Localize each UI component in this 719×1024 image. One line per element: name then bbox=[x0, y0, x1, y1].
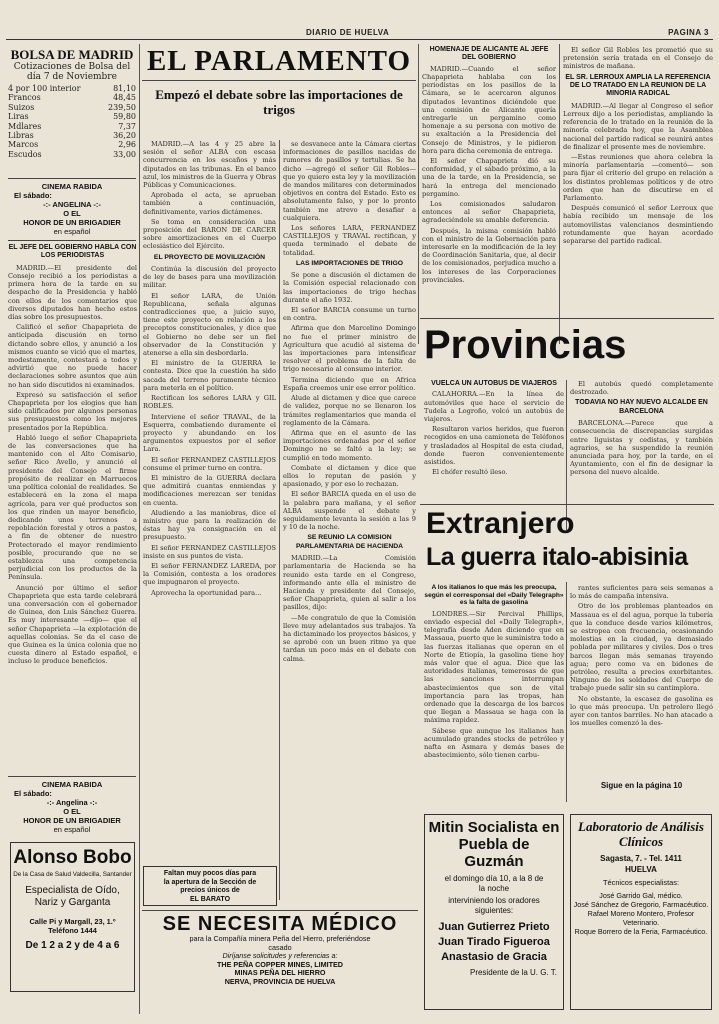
parlamento-col-1 bbox=[143, 140, 276, 800]
paragraph: Se toma en consideración una proposición del BARON DE CARCER sobre amortizaciones en el Cuerpo eclesiástico del Ejército. bbox=[143, 217, 276, 251]
paragraph: El ministro de la GUERRA le contesta. Dice que la cuestión ha sido sacada del terreno puramente técnico para meterla en el político. bbox=[143, 359, 276, 392]
cinema-ad-2 bbox=[8, 780, 136, 834]
paragraph: MADRID.—Al llegar al Congreso el señor Lerroux dijo a los periodistas, ampliando la referencia de lo tratado en la reunión de la minoría celebrada hoy, que la Asamblea nacional del partido radical se reunirá antes de finalizar el presente mes de noviembre. bbox=[563, 101, 713, 151]
divider bbox=[420, 318, 714, 319]
alicante-article bbox=[422, 46, 556, 335]
bolsa-value: 33,00 bbox=[113, 149, 136, 159]
article-headline: VUELCA UN AUTOBUS DE VIAJEROS bbox=[431, 380, 557, 387]
article-body bbox=[570, 419, 713, 476]
doctor-specialty: Especialista de Oído, bbox=[25, 884, 120, 896]
laboratorio-ad bbox=[570, 814, 712, 1010]
paragraph: Después, la misma comisión habló con el ministro de la Gobernación para interesarle en la modificación de la ley de Coordinación Sanitaria, que, al decir de los comisionados, perjudica mucho a los intereses de las Corporaciones provinciales. bbox=[422, 226, 556, 284]
column-rule bbox=[559, 44, 560, 344]
paragraph: rantes suficientes para seis semanas a lo más de campaña intensiva. bbox=[570, 584, 713, 601]
speaker: Juan Gutierrez Prieto bbox=[438, 921, 550, 933]
bolsa-row bbox=[8, 150, 136, 159]
paragraph: Afirma que don Marcelino Domingo no fue el primer ministro de Agricultura que acudió al sistema de las importaciones para intensificar resolver el problema de la falta de trigo necesario al consumo interior. bbox=[283, 324, 416, 374]
paper-name: DIARIO DE HUELVA bbox=[306, 28, 390, 37]
ad-line: la apertura de la Sección de bbox=[163, 878, 257, 886]
bolsa-section bbox=[8, 48, 136, 159]
paragraph: El señor FERNANDEZ CASTILLEJOS insiste en sus puntos de vista. bbox=[143, 543, 276, 560]
ad-title-2: Clínicos bbox=[618, 834, 664, 849]
bolsa-row bbox=[8, 93, 136, 102]
parlamento-section bbox=[142, 44, 416, 125]
paragraph: El señor Gil Robles les prometió que su pretensión sería tratada en el Consejo de ministros de mañana. bbox=[563, 46, 713, 71]
doctor-origin: De la Casa de Salud Valdecilla, Santander bbox=[13, 871, 132, 878]
ad-line: la noche bbox=[478, 884, 510, 893]
divider bbox=[142, 910, 418, 911]
article-body bbox=[143, 265, 276, 597]
bolsa-value: 7,37 bbox=[118, 121, 136, 131]
article-headline: TODAVIA NO HAY NUEVO ALCALDE EN BARCELONA bbox=[575, 399, 708, 415]
paragraph: MADRID.—A las 4 y 25 abre la sesión el señor ALBA con escasa concurrencia en los escaños y más diputados en las tribunas. En el banco azul, los ministros de la Guerra y Obras Públicas y Comunicaciones. bbox=[143, 140, 276, 190]
page-header bbox=[6, 26, 713, 40]
bolsa-value: 36,20 bbox=[113, 131, 136, 141]
paragraph: El señor BARCIA consume un turno en contra. bbox=[283, 306, 416, 323]
ad-line: casado bbox=[268, 942, 292, 952]
paragraph: MADRID.—Cuando el señor Chapaprieta hablaba con los periodistas en los pasillos de la Cámara, se le acercaron algunos diputados levantinos diciéndole que una comisión de Alicante quería entregarle un pergamino como homenaje a su persona con motivo de su exaltación a la Presidencia del Consejo de Ministros, y le pidieron hora para dicha ceremonia de entrega. bbox=[422, 64, 556, 155]
bolsa-row bbox=[8, 122, 136, 131]
cinema-day: El sábado: bbox=[14, 191, 52, 200]
paragraph: Expresó su satisfacción el señor Chapaprieta por los elogios que han sido calificados por algunos personas sus presupuestos como los mejores presentados por la República. bbox=[8, 390, 137, 432]
article-body bbox=[424, 610, 564, 786]
article-headline: EL JEFE DEL GOBIERNO HABLA CON LOS PERIODISTAS bbox=[8, 244, 137, 260]
paragraph: El ministro de la GUERRA declara que admitirá cuantas enmiendas y modificaciones merezcan ser tenidas en cuenta. bbox=[143, 473, 276, 507]
page-number: PAGINA 3 bbox=[668, 28, 709, 37]
lerroux-article bbox=[563, 46, 713, 298]
divider bbox=[8, 178, 136, 179]
paragraph: Calificó el señor Chapaprieta de anticipada discusión en torno dictando sobre ellos, y anunció a los mismos cuanto se vició que el martes, modestamente, contestará a todos y advirtió que no puede hacer declaraciones sobre asuntos que aún no han sido discutidos ni examinados. bbox=[8, 323, 137, 389]
cinema-film-2: HONOR DE UN BRIGADIER bbox=[23, 218, 121, 227]
bolsa-subtitle: Cotizaciones de Bolsa del bbox=[13, 62, 131, 72]
ad-line: precios únicos de bbox=[180, 887, 240, 894]
cinema-film: -:- ANGELINA -:- bbox=[43, 200, 101, 209]
section-title: Provincias bbox=[424, 323, 627, 367]
ad-address: Sagasta, 7. - Tel. 1411 bbox=[600, 854, 682, 863]
paragraph: Combate el dictamen y dice que ellos lo reputan de pasión y apasionado, y por eso lo rechazan. bbox=[283, 463, 416, 489]
paragraph: Después comunicó el señor Lerroux que había recibido un mensaje de los automovilistas valencianos desmintiendo rotundamente que hayan acordado separarse del partido radical. bbox=[563, 204, 713, 246]
cinema-ad-1 bbox=[8, 182, 136, 236]
cinema-or: O EL bbox=[63, 209, 81, 218]
doctor-phone: Teléfono 1444 bbox=[48, 925, 97, 935]
divider bbox=[8, 776, 136, 777]
article-body bbox=[570, 584, 713, 780]
bolsa-value: 2,96 bbox=[118, 140, 136, 150]
bolsa-row bbox=[8, 112, 136, 121]
paragraph: El señor Chapaprieta dió su conformidad, y el sábado próximo, a la una de la tarde, en la Presidencia, se hará la entrega del mencionado pergamino. bbox=[422, 157, 556, 198]
bolsa-value: 59,80 bbox=[113, 112, 136, 122]
bolsa-title: BOLSA DE MADRID bbox=[10, 47, 134, 62]
ad-line: Técnicos especialistas: bbox=[603, 878, 679, 887]
italia-article-col-2 bbox=[570, 584, 713, 790]
jefe-article bbox=[8, 244, 137, 762]
subheading: EL PROYECTO DE MOVILIZACIÓN bbox=[153, 253, 266, 261]
paragraph: se desvanece ante la Cámara ciertas informaciones de pasillos nacidas de rumores de pasillos y tertulias. Se ha dicho —agregó el señor Gil Robles— que yo quiero esta ley y la movilización de mandos militares con determinados objetivos en contra del Estado. Esto es absolutamente falso, y por lo pronto también me atrevo a desafiar a cualquiera. bbox=[283, 140, 416, 222]
ad-title-2: Puebla de Guzmán bbox=[458, 836, 530, 870]
divider bbox=[420, 504, 714, 505]
paragraph: Los comisionados saludaron entonces al señor Chapaprieta, agradeciéndole su amable deferencia. bbox=[422, 200, 556, 225]
paragraph: MADRID.—La Comisión parlamentaria de Hacienda se ha reunido esta tarde en el Congreso, informando ante ella el ministro de Hacienda y presidente del Consejo, señor Chapaprieta, quien al salir a los pasillos, dijo: bbox=[283, 554, 416, 612]
paragraph: Anunció por último el señor Chapaprieta que esta tarde celebrará una conversación con el gobernador de Guinea, don Luis Sánchez Guerra. Es muy interesante —dijo— que el señor Chapaprieta —la explotación de aquellas colonias. Se da el caso de que Guinea es la única colonia que no cuesta dinero al Estado español, e incluso le produce beneficios. bbox=[8, 583, 137, 666]
ad-line: José Garrido Gal, médico. bbox=[599, 891, 683, 900]
cinema-film-2: HONOR DE UN BRIGADIER bbox=[23, 816, 121, 825]
cinema-title: CINEMA RABIDA bbox=[41, 182, 103, 191]
barcelona-article bbox=[570, 380, 713, 479]
paragraph: LONDRES.—Sir Percival Phillips, enviado especial del «Daily Telegraph», telegrafía desde Aden diciendo que en Massaua, puerto que le suministra todo a las fuerzas italianas que operan en el Norte de Etiopía, la gasolina tiene hoy más valor que el agua. Dice que las autoridades italianas, temerosas de que las sanciones interrumpan abastecimientos que son de vital importancia para las tropas, han ordenado que la descarga de los barcos que llegan a Massaua se haga con la máxima rapidez. bbox=[424, 609, 564, 725]
paragraph: MADRID.—El presidente del Consejo recibió a los periodistas a primera hora de la tarde en su despacho de la Presidencia y habló con ellos de los comentarios que diversos diputados han hecho estos días sobre los presupuestos. bbox=[8, 263, 137, 322]
cinema-title: CINEMA RABIDA bbox=[41, 780, 103, 789]
article-headline: La guerra italo-abisinia bbox=[426, 543, 688, 571]
cinema-or: O EL bbox=[63, 807, 81, 816]
bolsa-currency: Francos bbox=[8, 93, 41, 103]
paragraph: No obstante, la escasez de gasolina es lo que más preocupa. Un petrolero llegó ayer con tantos barriles. No han atacado a los muelles comenzó la des- bbox=[570, 694, 713, 728]
subheading: LAS IMPORTACIONES DE TRIGO bbox=[295, 259, 404, 267]
paragraph: Rectifican los señores LARA y GIL ROBLES. bbox=[143, 394, 276, 411]
bolsa-row bbox=[8, 84, 136, 93]
subheading: SE REUNIO LA COMISION PARLAMENTARIA DE HACIENDA bbox=[295, 534, 404, 550]
divider bbox=[8, 240, 136, 241]
cinema-day: El sábado: bbox=[14, 789, 52, 798]
ad-line: Rafael Moreno Montero, Profesor Veterinario. bbox=[587, 909, 695, 927]
cinema-lang: en español bbox=[53, 825, 91, 834]
paragraph: El señor LARA, de Unión Republicana, señala algunas contradicciones que, a juicio suyo, tiene este proyecto en relación a los preceptos constitucionales, y dice que el Gobierno no debe ser un fiel observador de la Constitución y atenerse a ella sin desbordarla. bbox=[143, 291, 276, 358]
doctor-ad bbox=[10, 842, 135, 992]
paragraph: Habló luego el señor Chapaprieta de las conversaciones que ha mantenido con el Alto Comisario, señor Rico Avello, y anunció el presidente del Consejo el firme propósito de realizar en Marruecos una política colonial de realidades. Se establecerá en la zona el mapa agrícola, para ver qué productos son los que rinden un mayor beneficio, dedicando unos terrenos a repoblación forestal y otros a pastos, a fin de obtener de nuestro Protectorado el mayor rendimiento posible, procurando que no se establezca una competencia perjudicial con los productos de la Península. bbox=[8, 433, 137, 582]
article-body bbox=[283, 271, 416, 531]
bolsa-table bbox=[8, 84, 136, 159]
column-rule bbox=[139, 44, 140, 1014]
bolsa-value: 81,10 bbox=[113, 84, 136, 93]
paragraph: Aprovecha la oportunidad para... bbox=[151, 588, 262, 597]
bolsa-value: 239,50 bbox=[108, 102, 136, 112]
article-body bbox=[424, 390, 564, 476]
paragraph: Resultaron varios heridos, que fueron recogidos en una camioneta de Teléfonos y trasladados al Hospital de esta ciudad, donde fueron convenientemente asistidos. bbox=[424, 425, 564, 467]
paragraph: Aprobada el acta, se aprueban también a continuación, definitivamente, varios dictámenes. bbox=[143, 191, 276, 216]
ad-line: Presidente de la U. G. T. bbox=[469, 968, 557, 977]
article-intro bbox=[563, 46, 713, 71]
ad-line: THE PEÑA COPPER MINES, LIMITED bbox=[217, 959, 343, 969]
paragraph: Alude al dictamen y dice que carece de validez, porque no se llenaron los trámites reglamentarios que manda el reglamento de la Cámara. bbox=[283, 394, 416, 427]
article-body bbox=[422, 65, 556, 335]
doctor-name: Alonso Bobo bbox=[13, 847, 132, 868]
bolsa-row bbox=[8, 103, 136, 112]
bolsa-currency: Suizos bbox=[8, 102, 35, 112]
column-rule bbox=[566, 582, 567, 802]
bolsa-currency: Libras bbox=[8, 131, 34, 141]
doctor-address: Calle Pi y Margall, 23, 1.º bbox=[29, 916, 116, 926]
column-rule bbox=[418, 44, 419, 344]
cinema-film: -:- Angelina -:- bbox=[46, 798, 98, 807]
ad-city: HUELVA bbox=[625, 865, 657, 874]
paragraph: BARCELONA.—Parece que a consecuencia de discrepancias surgidas entre liguistas y cedistas, y también agrarios, se ha suspendido la reunión anunciada para hoy, por la tarde, en el Ayuntamiento, con el fin de designar la persona del nuevo alcalde. bbox=[570, 419, 713, 477]
ad-line: Roque Borrero de la Feria, Farmacéutico. bbox=[574, 927, 708, 936]
continued-note: Sigue en la página 10 bbox=[600, 781, 683, 790]
paragraph: —Me congratulo de que la Comisión lleve muy adelantados sus trabajos. Ya ha dictaminado los proyectos básicos, y se aprobó con un buen ritmo ya que tardan un poco más en el debate con calma. bbox=[283, 613, 416, 663]
paragraph: El chófer resultó ileso. bbox=[432, 468, 508, 477]
paragraph: Interviene el señor TRAVAL, de la Esquerra, combatiendo duramente el proyecto y abundando en los argumentos expuestos por el señor Lara. bbox=[143, 412, 276, 454]
paragraph: El autobús quedó completamente destrozado. bbox=[570, 380, 713, 397]
bolsa-date: día 7 de Noviembre bbox=[27, 72, 117, 82]
ad-title: Mitin Socialista en bbox=[428, 819, 560, 836]
article-body bbox=[283, 554, 416, 663]
ad-line: para la Compañía minera Peña del Hierro, preferiéndose bbox=[189, 934, 371, 943]
paragraph: Otro de los problemas planteados en Massaua es el del agua, porque la tubería que la conduce desde varios kilómetros, se estropea con frecuencia, ocasionando molestias en la ciudad, ya demasiado poblada por militares y civiles. Dos o tres barcos llegan más semanas trayendo agua; pero como va en bidones de petróleo, resulta a precios exorbitantes. Ninguno de los soldados del Cuerpo de trabajo puede salir sin su cantimplora. bbox=[570, 602, 713, 693]
column-rule bbox=[279, 140, 280, 900]
section-title: EL PARLAMENTO bbox=[142, 44, 416, 81]
ad-line: NERVA, PROVINCIA DE HUELVA bbox=[224, 976, 336, 986]
paragraph: Continúa la discusión del proyecto de ley de bases para una movilización militar. bbox=[143, 265, 276, 290]
article-headline: Empezó el debate sobre las importaciones de trigos bbox=[155, 87, 403, 117]
paragraph: Los señores LARA, FERNANDEZ CASTILLEJOS y TRAVAL rectifican, y queda terminado el debate de totalidad. bbox=[283, 224, 416, 257]
barato-ad bbox=[143, 866, 277, 906]
article-body bbox=[143, 140, 276, 251]
bolsa-currency: Mdlares bbox=[8, 121, 42, 131]
ad-line: MINAS PEÑA DEL HIERRO bbox=[234, 968, 326, 978]
bolsa-row bbox=[8, 140, 136, 149]
autobus-article bbox=[424, 380, 564, 478]
ad-line: Faltan muy pocos días para bbox=[163, 870, 257, 877]
article-intro bbox=[570, 380, 713, 396]
mitin-ad bbox=[424, 814, 564, 1010]
article-headline: HOMENAJE DE ALICANTE AL JEFE DEL GOBIERNO bbox=[429, 46, 549, 62]
paragraph: Aludiendo a las maniobras, dice el ministro que para la realización de éstas hay ya consignación en el presupuesto. bbox=[143, 508, 276, 542]
bolsa-row bbox=[8, 131, 136, 140]
article-lead: A los italianos lo que más les preocupa, según el corresponsal del «Daily Telegraph» es la falta de gasolina bbox=[424, 584, 564, 607]
article-headline: EL SR. LERROUX AMPLIA LA REFERENCIA DE LO TRATADO EN LA REUNION DE LA MINORIA RADICAL bbox=[565, 73, 711, 98]
article-body bbox=[283, 140, 416, 257]
ad-line: José Sánchez de Gregorio, Farmacéutico. bbox=[573, 900, 709, 909]
bolsa-currency: 4 por 100 interior bbox=[8, 84, 81, 93]
doctor-specialty-2: Nariz y Garganta bbox=[34, 896, 111, 908]
paragraph: Termina diciendo que en Africa España creemos unir ese error político. bbox=[283, 375, 416, 392]
parlamento-col-2 bbox=[283, 140, 416, 900]
article-body bbox=[563, 102, 713, 298]
ad-line: siguientes: bbox=[474, 906, 514, 915]
paragraph: El señor BARCIA queda en el uso de la palabra para mañana, y el señor ALBA suspende el debate y seguidamente levanta la sesión a las 9 y 10 de la noche. bbox=[283, 490, 416, 532]
medico-ad bbox=[142, 913, 418, 987]
paragraph: El señor FERNANDEZ LAREDA, por la Comisión, contesta a los oradores que impugnaron el proyecto. bbox=[143, 561, 276, 587]
bolsa-currency: Liras bbox=[8, 112, 29, 122]
paragraph: Sábese que aunque los italianos han acumulado grandes stocks de petróleo y nafta en Asmara y demás bases de abastecimiento, sólo tienen carbu- bbox=[424, 726, 564, 760]
bolsa-value: 48,45 bbox=[113, 93, 136, 103]
italia-article-col-1 bbox=[424, 584, 564, 786]
ad-title: Laboratorio de Análisis bbox=[578, 819, 704, 834]
ad-line: EL BARATO bbox=[189, 895, 231, 903]
ad-line: Diríjanse solicitudes y referencias a: bbox=[222, 951, 338, 961]
paragraph: —Estas reuniones que ahora celebra la minoría parlamentaria —comentó— son para fijar el criterio del grupo en relación a los distintos problemas políticos y de otro orden que han de discutirse en el Parlamento. bbox=[563, 153, 713, 203]
paragraph: Afirma que en el asunto de las importaciones ordenadas por el señor Domingo no se faltó a la ley; se cumplió en todo momento. bbox=[283, 428, 416, 462]
article-body bbox=[8, 264, 137, 762]
bolsa-currency: Escudos bbox=[8, 149, 42, 159]
paragraph: El señor FERNANDEZ CASTILLEJOS consume el primer turno en contra. bbox=[143, 455, 276, 472]
paragraph: CALAHORRA.—En la línea de automóviles que hace el servicio de Tudela a Logroño, volcó un autobús de viajeros. bbox=[424, 390, 564, 424]
cinema-lang: en español bbox=[53, 227, 91, 236]
section-title: Extranjero bbox=[426, 507, 575, 540]
bolsa-currency: Marcos bbox=[8, 140, 39, 150]
ad-line: el domingo día 10, a la 8 de bbox=[444, 874, 544, 883]
paragraph: Se pone a discusión el dictamen de la Comisión especial relacionado con las importaciones de trigo hechas durante el año 1932. bbox=[283, 271, 416, 304]
ad-line: interviniendo los oradores bbox=[448, 896, 540, 905]
speaker: Juan Tirado Figueroa bbox=[438, 936, 550, 948]
speaker: Anastasio de Gracia bbox=[441, 951, 547, 963]
doctor-hours: De 1 2 a 2 y de 4 a 6 bbox=[25, 939, 120, 951]
ad-title: SE NECESITA MÉDICO bbox=[162, 913, 398, 935]
